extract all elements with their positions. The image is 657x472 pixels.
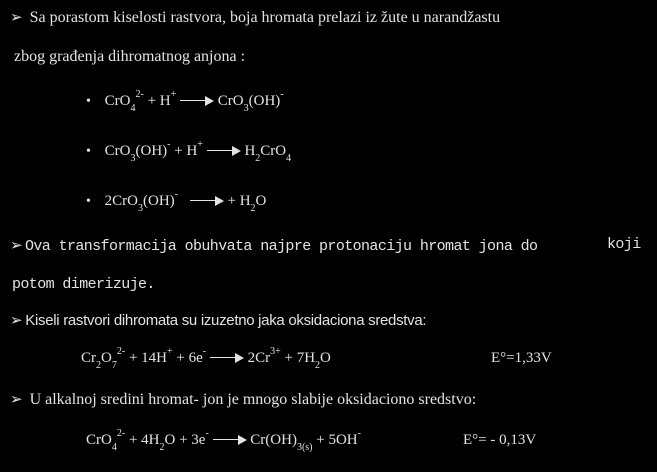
eq4-o-end: O (320, 350, 331, 366)
eq1-sub-3: 3 (243, 103, 249, 114)
eq1-sub-4: 4 (130, 103, 136, 114)
arrow-bullet-icon: ➢ (10, 10, 23, 26)
eq2-h: H (244, 143, 256, 159)
eq5-cro: CrO (86, 432, 112, 448)
eq1-sup-minus: - (280, 89, 284, 100)
eq1-cro: CrO (104, 93, 131, 109)
equation-4 (81, 346, 331, 371)
eq4-sup-2minus: 2- (116, 346, 126, 357)
eq4-sub-2: 2 (96, 360, 101, 371)
eq4-7h: + 7H (284, 350, 316, 366)
eq5-o-3e: O + 3e (164, 432, 206, 448)
paragraph-2-text: Kiseli rastvori dihromata su izuzetno jaka oksidaciona sredstva: (25, 312, 427, 329)
eq3-oh: (OH) (143, 193, 175, 209)
eq5-sub-2: 2 (159, 442, 165, 453)
eq2-sup-plus: + (197, 139, 203, 150)
reaction-arrow-icon (180, 96, 214, 106)
dot-bullet-icon: • (86, 144, 91, 159)
eq5-5oh: + 5OH (312, 432, 358, 448)
paragraph-3-text: U alkalnoj sredini hromat- jon je mnogo slabije oksidaciono sredstvo: (29, 391, 477, 408)
eq2-plus-h: + H (174, 143, 198, 159)
equation-5-potential (463, 432, 536, 449)
eq2-sub-3: 3 (130, 153, 136, 164)
equation-5 (86, 428, 361, 453)
paragraph-1-text-b: potom dimerizuje. (12, 276, 155, 293)
eq5-potential-value: E°= - 0,13V (463, 432, 537, 448)
reaction-arrow-icon (207, 146, 241, 156)
eq4-sub-7: 7 (111, 360, 117, 371)
eq5-croh: Cr(OH) (250, 432, 297, 448)
eq5-4h: + 4H (128, 432, 160, 448)
reaction-arrow-icon (190, 196, 224, 206)
eq3-sup-minus: - (174, 189, 178, 200)
eq1-sup-plus: + (170, 89, 177, 100)
intro-line-1 (10, 8, 500, 27)
eq1-product-cro: CrO (217, 93, 244, 109)
eq4-sup-3plus: 3+ (270, 346, 281, 357)
intro-line-2 (14, 48, 245, 66)
intro-text-1: Sa porastom kiselosti rastvora, boja hromata prelazi iz žute u narandžastu (29, 9, 501, 26)
eq1-plus-h: + H (147, 93, 171, 109)
paragraph-1-line-a (10, 236, 537, 255)
eq5-sup-minus-b: - (357, 428, 361, 439)
eq2-sub-4: 4 (286, 153, 292, 164)
eq2-cro: CrO (104, 143, 131, 159)
eq2-sub-2: 2 (255, 153, 261, 164)
eq4-14h: + 14H (128, 350, 167, 366)
eq4-potential-value: E°=1,33V (491, 350, 552, 366)
eq4-cr: Cr (81, 350, 96, 366)
paragraph-1-text-a: Ova transformacija obuhvata najpre protonaciju hromat jona do (24, 238, 538, 255)
dot-bullet-icon: • (86, 194, 91, 209)
eq4-6e: + 6e (176, 350, 203, 366)
reaction-arrow-icon (210, 353, 244, 363)
eq3-plus-h: + H (227, 193, 251, 209)
eq2-oh: (OH) (135, 143, 168, 159)
eq3-2cro: 2CrO (104, 193, 138, 209)
arrow-bullet-icon: ➢ (10, 236, 22, 254)
paragraph-1-line-a-end (607, 236, 641, 253)
eq5-sub-3s: 3(s) (296, 442, 313, 453)
eq3-sub-3: 3 (138, 203, 143, 214)
eq4-2cr: 2Cr (247, 350, 271, 366)
equation-3 (86, 189, 267, 214)
equation-2 (86, 139, 292, 164)
eq5-sub-4: 4 (111, 442, 117, 453)
paragraph-1-text-a-end: koji (607, 236, 641, 253)
paragraph-2 (10, 311, 426, 329)
eq4-sup-minus: - (202, 346, 207, 357)
eq4-sup-plus: + (166, 346, 173, 357)
equation-4-potential (491, 350, 552, 367)
eq4-sub-2b: 2 (315, 360, 321, 371)
eq5-sup-2minus: 2- (116, 428, 126, 439)
eq1-sup-2minus: 2- (135, 89, 144, 100)
paragraph-1-line-b (12, 276, 155, 293)
arrow-bullet-icon: ➢ (10, 390, 23, 408)
intro-text-2: zbog građenja dihromatnog anjona : (14, 48, 246, 65)
eq1-oh: (OH) (248, 93, 281, 109)
equation-1 (86, 89, 284, 114)
eq2-sup-minus: - (167, 139, 171, 150)
reaction-arrow-icon (213, 435, 247, 445)
eq3-sub-2: 2 (250, 203, 256, 214)
eq3-o: O (255, 193, 267, 209)
eq5-sup-minus: - (205, 428, 209, 439)
arrow-bullet-icon: ➢ (10, 312, 23, 329)
dot-bullet-icon: • (86, 94, 91, 109)
eq2-cro: CrO (260, 143, 287, 159)
paragraph-3 (10, 390, 476, 409)
eq4-o: O (101, 350, 112, 366)
